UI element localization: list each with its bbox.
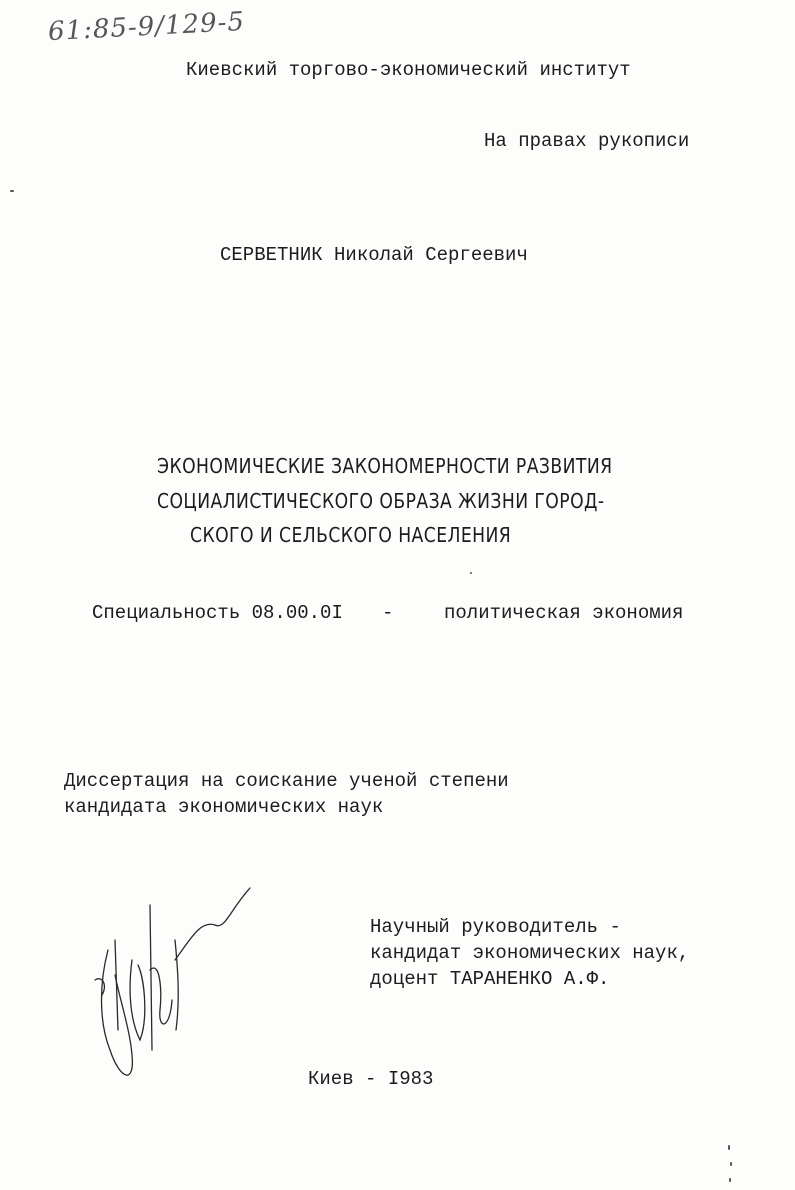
specialty-dash: -: [382, 602, 394, 624]
degree-line-2: кандидата экономических наук: [64, 796, 384, 818]
supervisor-line-1: Научный руководитель -: [370, 916, 621, 938]
scan-speck: [730, 1162, 732, 1166]
degree-line-1: Диссертация на соискание ученой степени: [64, 770, 509, 792]
scan-speck: [10, 190, 14, 192]
scan-speck: [728, 1145, 730, 1150]
archive-number-handwritten: 61:85-9/129-5: [47, 6, 246, 48]
signature-image: [90, 880, 270, 1090]
place-year: Киев - I983: [308, 1068, 434, 1090]
title-line-2: СОЦИАЛИСТИЧЕСКОГО ОБРАЗА ЖИЗНИ ГОРОД-: [157, 489, 605, 513]
scan-speck: [729, 1178, 731, 1182]
specialty-field: политическая экономия: [444, 602, 684, 624]
institution-name: Киевский торгово-экономический институт: [186, 59, 631, 81]
specialty-label: Специальность 08.00.0I: [92, 602, 343, 624]
supervisor-line-3: доцент ТАРАНЕНКО А.Ф.: [370, 968, 610, 990]
rights-notice: На правах рукописи: [484, 130, 690, 152]
title-line-3: СКОГО И СЕЛЬСКОГО НАСЕЛЕНИЯ: [190, 523, 512, 547]
title-line-1: ЭКОНОМИЧЕСКИЕ ЗАКОНОМЕРНОСТИ РАЗВИТИЯ: [157, 454, 613, 478]
author-name: СЕРВЕТНИК Николай Сергеевич: [220, 244, 528, 266]
scan-speck: [470, 572, 472, 574]
supervisor-line-2: кандидат экономических наук,: [370, 942, 690, 964]
